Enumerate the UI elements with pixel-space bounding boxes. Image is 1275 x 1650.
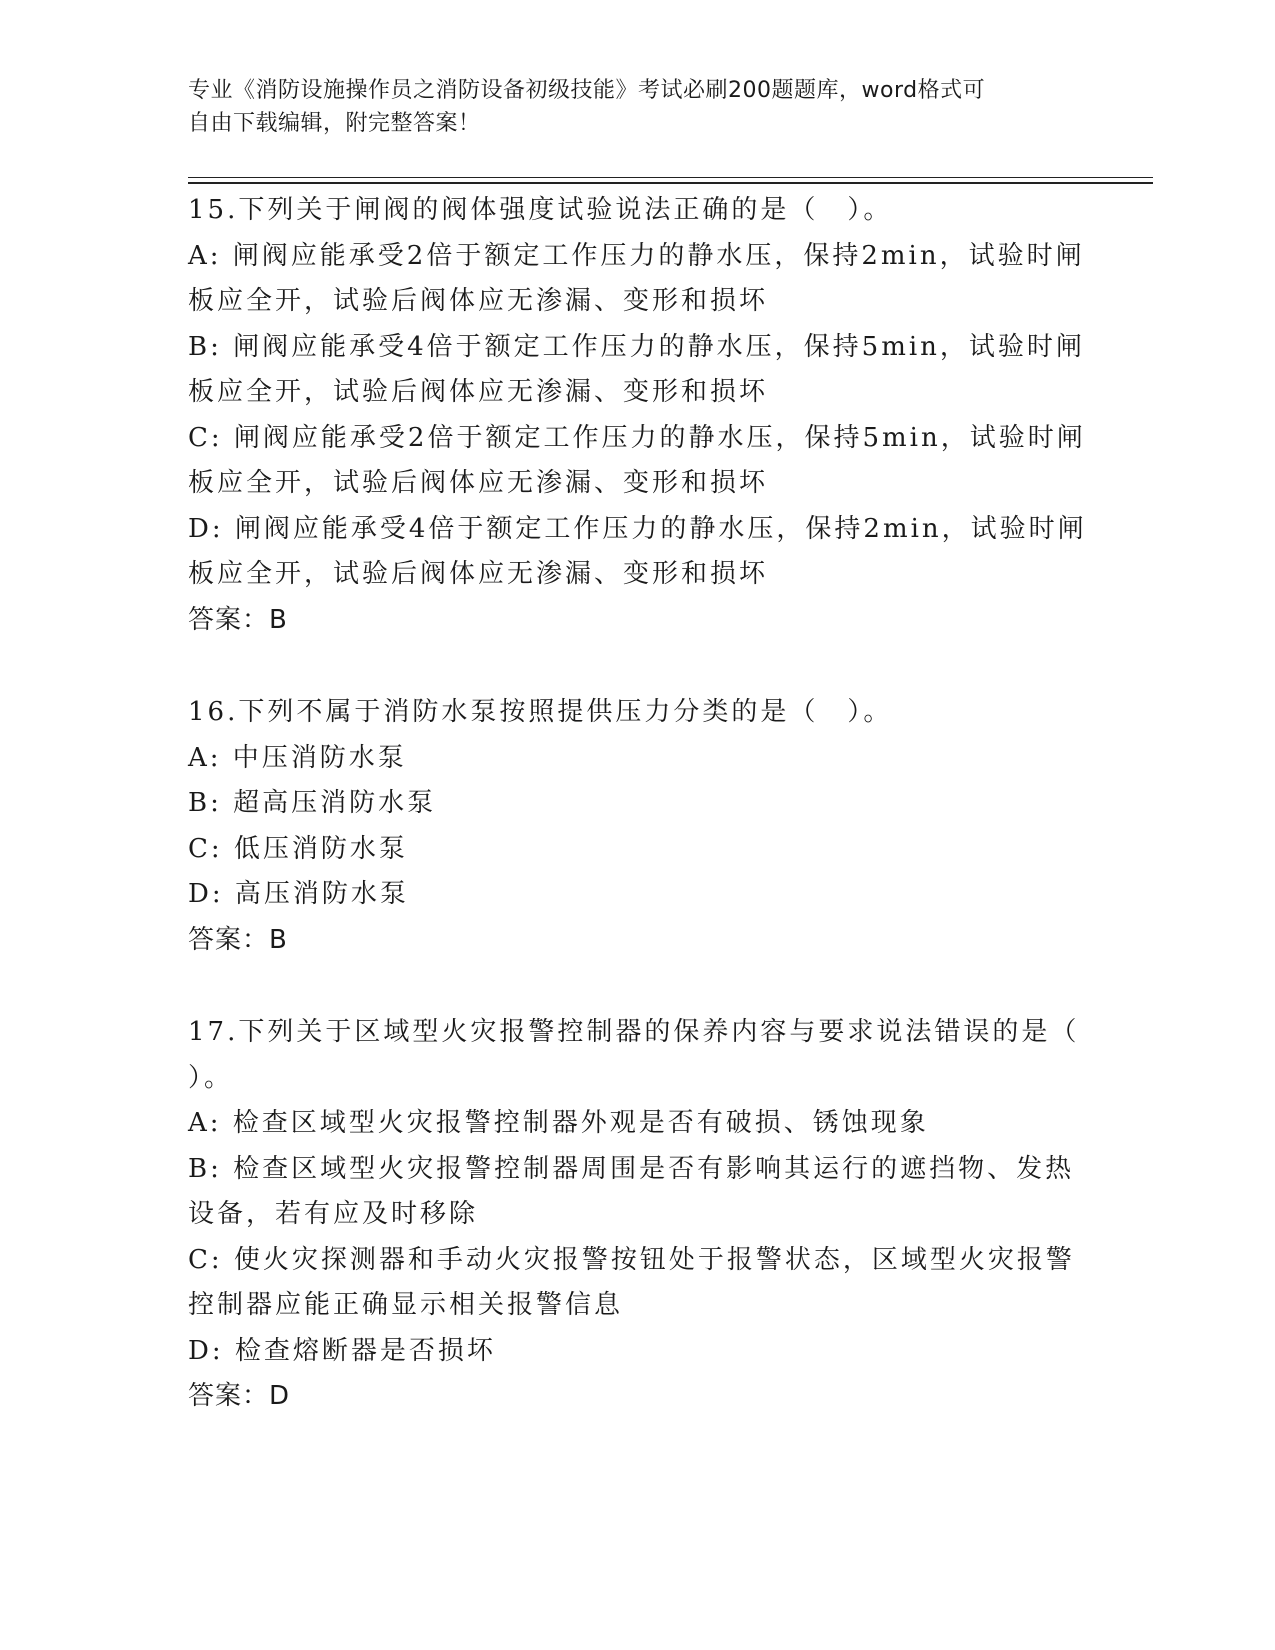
question-stem: 17.下列关于区域型火灾报警控制器的保养内容与要求说法错误的是（ <box>188 1017 1080 1047</box>
question-17 <box>188 1010 1088 1420</box>
option-c: C: 闸阀应能承受2倍于额定工作压力的静水压，保持5min，试验时闸 <box>188 422 1086 453</box>
option-b: B: 检查区域型火灾报警控制器周围是否有影响其运行的遮挡物、发热 <box>188 1153 1075 1184</box>
option-a-cont: 板应全开，试验后阀体应无渗漏、变形和损坏 <box>188 286 769 316</box>
option-d: D: 高压消防水泵 <box>188 879 409 909</box>
header-line-2: 自由下载编辑，附完整答案！ <box>188 111 481 136</box>
answer-label: 答案：B <box>188 924 288 955</box>
answer-label: 答案：D <box>188 1381 291 1411</box>
question-16 <box>188 690 1088 963</box>
option-a: A: 中压消防水泵 <box>188 742 407 773</box>
option-d: D: 闸阀应能承受4倍于额定工作压力的静水压，保持2min，试验时闸 <box>188 513 1087 544</box>
question-stem-cont: ）。 <box>188 1062 234 1093</box>
option-a: A: 检查区域型火灾报警控制器外观是否有破损、锈蚀现象 <box>188 1108 929 1138</box>
option-d: D: 检查熔断器是否损坏 <box>188 1335 496 1366</box>
option-c-cont: 板应全开，试验后阀体应无渗漏、变形和损坏 <box>188 468 769 498</box>
question-stem: 15.下列关于闸阀的阀体强度试验说法正确的是（ ）。 <box>188 195 893 225</box>
option-b-cont: 板应全开，试验后阀体应无渗漏、变形和损坏 <box>188 377 769 407</box>
question-stem: 16.下列不属于消防水泵按照提供压力分类的是（ ）。 <box>188 697 893 727</box>
option-c: C: 低压消防水泵 <box>188 833 408 864</box>
option-c-cont: 控制器应能正确显示相关报警信息 <box>188 1290 624 1320</box>
document-header <box>188 74 1088 140</box>
header-line-1: 专业《消防设施操作员之消防设备初级技能》考试必刷200题题库，word格式可 <box>188 78 986 103</box>
option-b: B: 闸阀应能承受4倍于额定工作压力的静水压，保持5min，试验时闸 <box>188 331 1085 362</box>
header-divider-thick <box>188 182 1153 184</box>
answer-label: 答案：B <box>188 604 288 635</box>
option-a: A: 闸阀应能承受2倍于额定工作压力的静水压，保持2min，试验时闸 <box>188 240 1085 271</box>
header-divider-thin <box>188 177 1153 178</box>
option-b: B: 超高压消防水泵 <box>188 788 437 818</box>
option-c: C: 使火灾探测器和手动火灾报警按钮处于报警状态，区域型火灾报警 <box>188 1244 1075 1275</box>
option-b-cont: 设备，若有应及时移除 <box>188 1199 479 1229</box>
option-d-cont: 板应全开，试验后阀体应无渗漏、变形和损坏 <box>188 559 769 589</box>
question-15 <box>188 188 1088 643</box>
